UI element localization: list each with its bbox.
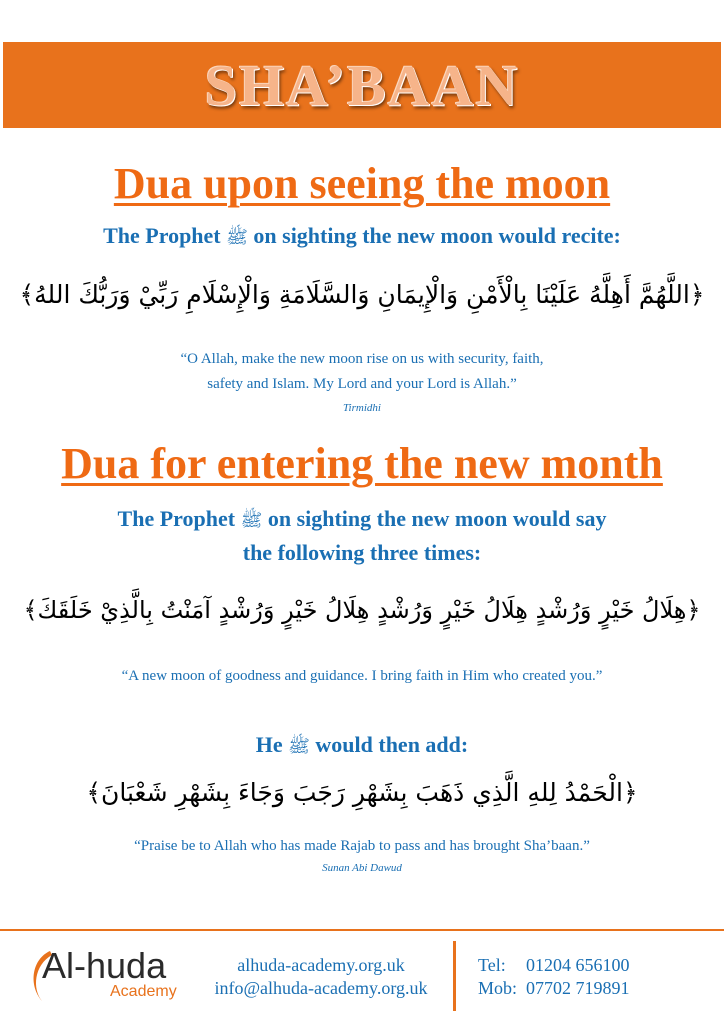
section1-translation-line1: “O Allah, make the new moon rise on us with security, faith, xyxy=(180,351,544,367)
section2-arabic-dua-2: ﴿الْحَمْدُ لِلهِ الَّذِي ذَهَبَ بِشَهْرِ رَجَبَ وَجَاءَ بِشَهْرِ شَعْبَانَ﴾ xyxy=(86,778,638,807)
phone-contact xyxy=(478,954,678,1000)
section1-intro-before: The Prophet xyxy=(103,223,221,248)
section2-intro-line2: the following three times: xyxy=(242,540,482,565)
mob-label: Mob: xyxy=(478,978,518,998)
section2-arabic-dua: ﴿هِلَالُ خَيْرٍ وَرُشْدٍ هِلَالُ خَيْرٍ وَرُشْدٍ هِلَالُ خَيْرٍ وَرُشْدٍ آمَنْتُ بِالَّذِيْ خَلَقَكَ﴾ xyxy=(23,596,701,624)
tel-row xyxy=(478,954,678,977)
tel-number[interactable]: 01204 656100 xyxy=(526,955,630,975)
email-link[interactable]: info@alhuda-academy.org.uk xyxy=(214,978,428,998)
section1-source: Tirmidhi xyxy=(343,402,381,414)
section1-intro-after: on sighting the new moon would recite: xyxy=(253,223,621,248)
web-contact xyxy=(196,954,446,1000)
title-banner xyxy=(3,42,721,128)
section2-add-before: He xyxy=(255,732,283,757)
academy-logo xyxy=(22,945,182,1005)
logo-sub-text: Academy xyxy=(110,983,177,1000)
section2-add-intro xyxy=(0,732,724,761)
section1-heading: Dua upon seeing the moon xyxy=(113,159,611,208)
section1-translation xyxy=(0,347,724,397)
footer-divider-line xyxy=(0,929,724,931)
section2-source: Sunan Abi Dawud xyxy=(322,862,402,874)
section1-intro xyxy=(0,223,724,252)
tel-label: Tel: xyxy=(478,955,506,975)
honorific-icon: ﷺ xyxy=(240,510,263,530)
honorific-icon: ﷺ xyxy=(288,736,310,756)
honorific-icon: ﷺ xyxy=(226,227,248,247)
section2-intro-after: on sighting the new moon would say xyxy=(267,506,607,531)
section1-arabic-dua: ﴿اللَّهُمَّ أَهِلَّهُ عَلَيْنَا بِالْأَمْنِ وَالْإِيمَانِ وَالسَّلَامَةِ وَالْإِسْلَامِ رَبِّيْ وَرَبُّكَ اللهُ﴾ xyxy=(19,280,705,309)
page-title: SHA’BAAN xyxy=(204,52,520,118)
website-link[interactable]: alhuda-academy.org.uk xyxy=(237,955,405,975)
mob-row xyxy=(478,977,678,1000)
section2-translation: “A new moon of goodness and guidance. I bring faith in Him who created you.” xyxy=(121,668,603,684)
section2-intro-before: The Prophet xyxy=(117,506,236,531)
section2-add-after: would then add: xyxy=(315,732,469,757)
section1-translation-line2: safety and Islam. My Lord and your Lord is Allah.” xyxy=(207,376,517,392)
mob-number[interactable]: 07702 719891 xyxy=(526,978,630,998)
section2-heading: Dua for entering the new month xyxy=(61,439,663,488)
footer-vertical-divider xyxy=(453,941,456,1011)
section2-intro xyxy=(0,506,724,535)
section2-translation-2: “Praise be to Allah who has made Rajab to pass and has brought Sha’baan.” xyxy=(134,838,590,854)
logo-main-text: Al-huda xyxy=(42,945,167,986)
